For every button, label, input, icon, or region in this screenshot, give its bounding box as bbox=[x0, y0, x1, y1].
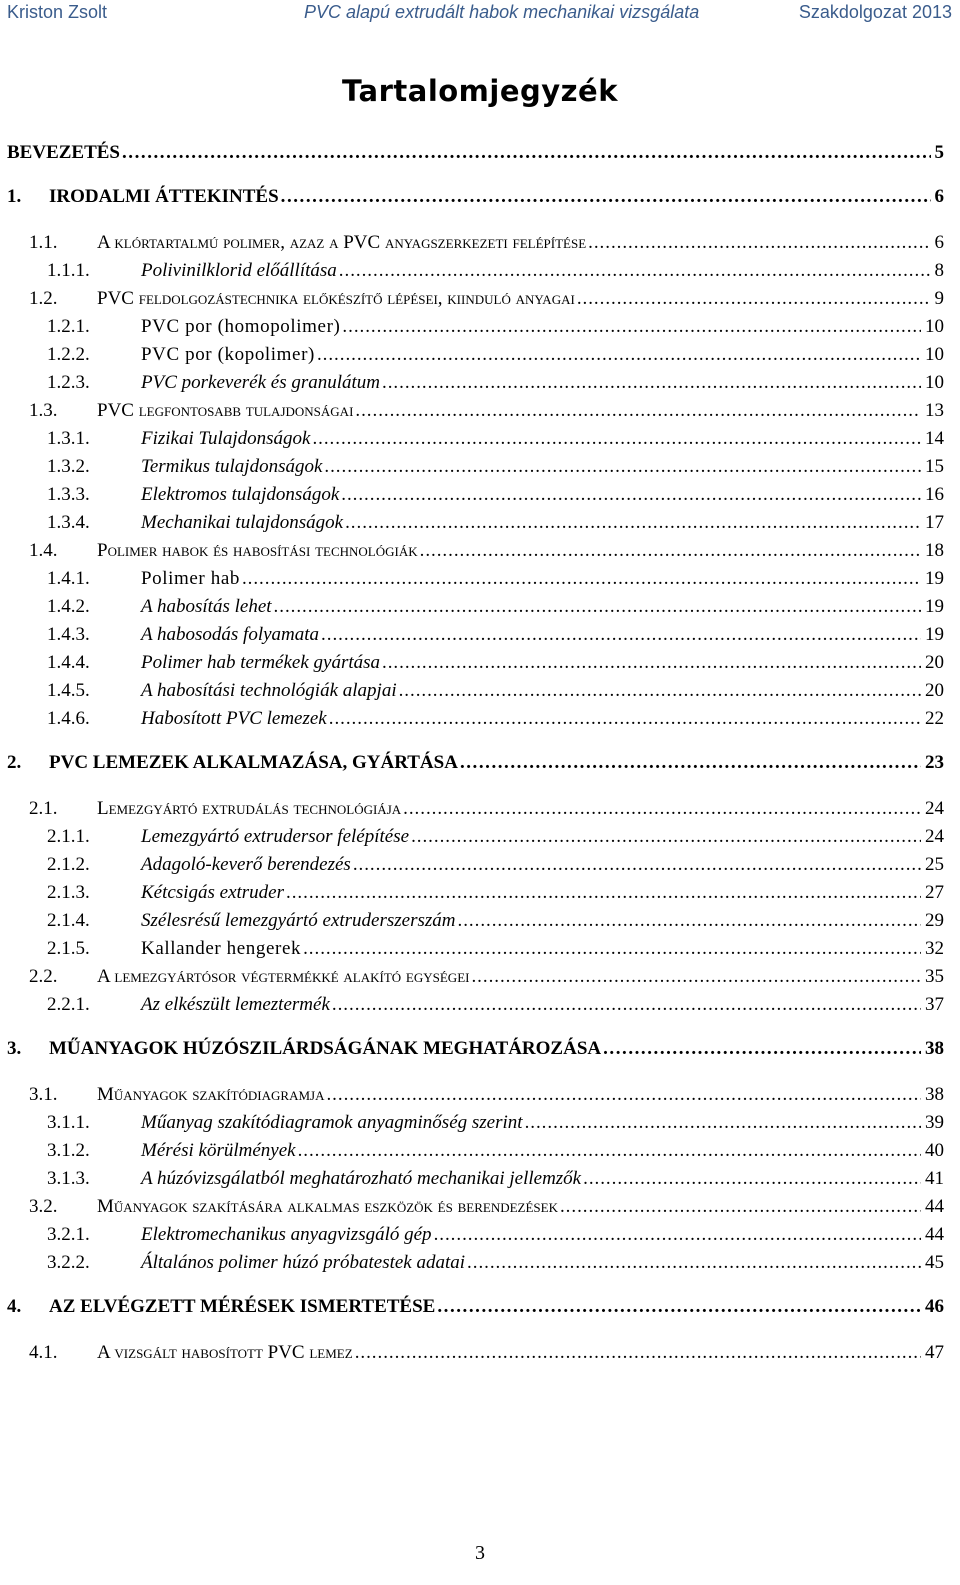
toc-entry-title: A húzóvizsgálatból meghatározható mechanikai jellemzők bbox=[141, 1168, 582, 1189]
toc-entry-title: Polimer hab bbox=[141, 568, 240, 589]
toc-entry-page: 47 bbox=[925, 1342, 944, 1363]
toc-entry[interactable] bbox=[47, 426, 944, 452]
toc-dot-leader bbox=[315, 342, 921, 368]
toc-dot-leader bbox=[120, 140, 931, 166]
toc-entry-number: 1.4.5. bbox=[47, 680, 90, 701]
toc-entry-number: 2.1.2. bbox=[47, 854, 90, 875]
toc-entry-page: 46 bbox=[925, 1296, 944, 1317]
toc-dot-leader bbox=[581, 1166, 921, 1192]
toc-entry-title: Polimer habok és habosítási technológiák bbox=[97, 540, 418, 561]
toc-entry[interactable] bbox=[29, 1082, 944, 1108]
toc-entry-title: Elektromos tulajdonságok bbox=[141, 484, 340, 505]
toc-entry-number: 2.1.5. bbox=[47, 938, 90, 959]
toc-entry-page: 6 bbox=[934, 232, 944, 253]
toc-entry-title: PVC LEMEZEK ALKALMAZÁSA, GYÁRTÁSA bbox=[49, 752, 458, 773]
toc-entry-number: 3.1.2. bbox=[47, 1140, 90, 1161]
header-thesis-title: PVC alapú extrudált habok mechanikai vizsgálata bbox=[304, 2, 700, 22]
toc-entry-title: Adagoló-keverő berendezés bbox=[141, 854, 351, 875]
toc-entry-page: 38 bbox=[925, 1038, 944, 1059]
toc-entry-number: 2.2. bbox=[29, 966, 58, 987]
header-doc-type: Szakdolgozat 2013 bbox=[798, 2, 952, 22]
toc-entry-title: PVC feldolgozástechnika előkészítő lépései, kiinduló anyagai bbox=[97, 288, 575, 309]
toc-entry[interactable] bbox=[47, 908, 944, 934]
toc-entry-number: 2.2.1. bbox=[47, 994, 90, 1015]
toc-entry-title: Mérési körülmények bbox=[141, 1140, 296, 1161]
toc-entry[interactable] bbox=[47, 706, 944, 732]
toc-entry[interactable] bbox=[47, 482, 944, 508]
toc-dot-leader bbox=[340, 314, 921, 340]
toc-dot-leader bbox=[380, 370, 921, 396]
toc-entry-page: 38 bbox=[925, 1084, 944, 1105]
toc-entry-number: 1.3.4. bbox=[47, 512, 90, 533]
toc-entry-page: 8 bbox=[934, 260, 944, 281]
toc-entry-title: BEVEZETÉS bbox=[7, 142, 120, 163]
toc-entry-title: A vizsgált habosított PVC lemez bbox=[97, 1342, 353, 1363]
toc-entry-number: 1.3.1. bbox=[47, 428, 90, 449]
toc-entry-title: Termikus tulajdonságok bbox=[141, 456, 323, 477]
toc-entry[interactable] bbox=[47, 678, 944, 704]
toc-entry-number: 1.2. bbox=[29, 288, 58, 309]
toc-entry-number: 1.4. bbox=[29, 540, 58, 561]
page-number: 3 bbox=[475, 1542, 485, 1564]
toc-entry-number: 1.2.3. bbox=[47, 372, 90, 393]
toc-entry-number: 2.1.3. bbox=[47, 882, 90, 903]
toc-entry[interactable] bbox=[47, 1166, 944, 1192]
toc-dot-leader bbox=[432, 1222, 921, 1248]
toc-dot-leader bbox=[310, 426, 921, 452]
toc-entry-title: Fizikai Tulajdonságok bbox=[141, 428, 311, 449]
toc-entry-page: 44 bbox=[925, 1224, 944, 1245]
toc-entry-title: AZ ELVÉGZETT MÉRÉSEK ISMERTETÉSE bbox=[49, 1296, 436, 1317]
toc-entry-page: 39 bbox=[925, 1112, 944, 1133]
toc-dot-leader bbox=[575, 286, 931, 312]
toc-dot-leader bbox=[601, 1036, 921, 1062]
toc-dot-leader bbox=[469, 964, 921, 990]
toc-entry-title: Mechanikai tulajdonságok bbox=[141, 512, 344, 533]
toc-entry-title: PVC legfontosabb tulajdonságai bbox=[97, 400, 354, 421]
toc-entry-page: 13 bbox=[925, 400, 944, 421]
toc-entry[interactable] bbox=[29, 1194, 944, 1220]
toc-dot-leader bbox=[586, 230, 930, 256]
toc-entry-page: 17 bbox=[925, 512, 944, 533]
toc-dot-leader bbox=[327, 706, 921, 732]
toc-entry-title: Elektromechanikus anyagvizsgáló gép bbox=[141, 1224, 432, 1245]
toc-entry-number: 3.1.3. bbox=[47, 1168, 90, 1189]
toc-entry[interactable] bbox=[47, 342, 944, 368]
toc-entry-page: 20 bbox=[925, 680, 944, 701]
toc-dot-leader bbox=[401, 796, 921, 822]
toc-entry-page: 5 bbox=[934, 142, 944, 163]
toc-entry[interactable] bbox=[47, 566, 944, 592]
toc-entry-page: 29 bbox=[925, 910, 944, 931]
toc-entry-page: 20 bbox=[925, 652, 944, 673]
toc-dot-leader bbox=[330, 992, 921, 1018]
toc-entry-title: Habosított PVC lemezek bbox=[141, 708, 327, 729]
toc-entry-title: PVC por (kopolimer) bbox=[141, 344, 315, 365]
toc-entry-number: 1.2.2. bbox=[47, 344, 90, 365]
toc-dot-leader bbox=[284, 880, 921, 906]
toc-entry[interactable] bbox=[29, 538, 944, 564]
toc-dot-leader bbox=[339, 482, 921, 508]
toc-dot-leader bbox=[458, 750, 921, 776]
toc-entry-number: 1.3.2. bbox=[47, 456, 90, 477]
toc-entry-title: A habosítás lehet bbox=[141, 596, 272, 617]
toc-entry-page: 10 bbox=[925, 372, 944, 393]
toc-entry[interactable] bbox=[47, 510, 944, 536]
toc-entry-title: Polimer hab termékek gyártása bbox=[141, 652, 381, 673]
toc-entry-number: 1.4.2. bbox=[47, 596, 90, 617]
toc-entry[interactable] bbox=[47, 314, 944, 340]
toc-entry-number: 2.1.1. bbox=[47, 826, 90, 847]
toc-entry-title: Az elkészült lemeztermék bbox=[141, 994, 330, 1015]
toc-entry[interactable] bbox=[29, 286, 944, 312]
toc-dot-leader bbox=[397, 678, 921, 704]
toc-dot-leader bbox=[353, 1340, 921, 1366]
toc-dot-leader bbox=[301, 936, 921, 962]
toc-dot-leader bbox=[380, 650, 921, 676]
toc-entry[interactable] bbox=[47, 1138, 944, 1164]
toc-entry[interactable] bbox=[7, 1294, 944, 1320]
toc-entry-title: Szélesrésű lemezgyártó extruderszerszám bbox=[141, 910, 456, 931]
toc-entry[interactable] bbox=[47, 1110, 944, 1136]
toc-entry[interactable] bbox=[47, 992, 944, 1018]
toc-entry[interactable] bbox=[47, 594, 944, 620]
toc-entry[interactable] bbox=[47, 622, 944, 648]
toc-entry-page: 10 bbox=[925, 344, 944, 365]
toc-entry-title: Műanyagok szakítására alkalmas eszközök és berendezések bbox=[97, 1196, 558, 1217]
toc-entry-title: A lemezgyártósor végtermékké alakító egységei bbox=[97, 966, 470, 987]
toc-dot-leader bbox=[272, 594, 921, 620]
toc-entry-page: 10 bbox=[925, 316, 944, 337]
toc-entry-page: 18 bbox=[925, 540, 944, 561]
toc-entry-number: 1.3. bbox=[29, 400, 58, 421]
toc-entry-number: 4. bbox=[7, 1296, 22, 1317]
toc-entry-title: Lemezgyártó extrudersor felépítése bbox=[141, 826, 410, 847]
toc-entry[interactable] bbox=[29, 964, 944, 990]
toc-entry-number: 3.2. bbox=[29, 1196, 58, 1217]
toc-entry-number: 3.1.1. bbox=[47, 1112, 90, 1133]
toc-entry-number: 1.4.1. bbox=[47, 568, 90, 589]
toc-entry-page: 44 bbox=[925, 1196, 944, 1217]
toc-entry-number: 3.2.2. bbox=[47, 1252, 90, 1273]
toc-entry-page: 19 bbox=[925, 596, 944, 617]
toc-entry-number: 1.3.3. bbox=[47, 484, 90, 505]
toc-entry-number: 1.4.3. bbox=[47, 624, 90, 645]
toc-entry-number: 1.4.6. bbox=[47, 708, 90, 729]
toc-entry-page: 32 bbox=[925, 938, 944, 959]
toc-entry[interactable] bbox=[29, 398, 944, 424]
toc-entry[interactable] bbox=[47, 650, 944, 676]
toc-dot-leader bbox=[240, 566, 921, 592]
toc-entry-number: 1. bbox=[7, 186, 22, 207]
toc-entry[interactable] bbox=[7, 184, 944, 210]
page-title: Tartalomjegyzék bbox=[341, 74, 619, 108]
toc-dot-leader bbox=[409, 824, 921, 850]
toc-entry[interactable] bbox=[47, 824, 944, 850]
toc-entry-page: 27 bbox=[925, 882, 944, 903]
toc-entry-title: Polivinilklorid előállítása bbox=[141, 260, 337, 281]
toc-dot-leader bbox=[322, 454, 921, 480]
toc-entry-page: 23 bbox=[925, 752, 944, 773]
toc-entry-title: PVC por (homopolimer) bbox=[141, 316, 341, 337]
toc-entry-title: Kallander hengerek bbox=[141, 938, 302, 959]
toc-entry-page: 15 bbox=[925, 456, 944, 477]
toc-entry-number: 3.2.1. bbox=[47, 1224, 90, 1245]
toc-entry-title: Műanyag szakítódiagramok anyagminőség szerint bbox=[141, 1112, 523, 1133]
toc-entry-page: 24 bbox=[925, 826, 944, 847]
toc-entry-number: 1.2.1. bbox=[47, 316, 90, 337]
toc-entry-page: 24 bbox=[925, 798, 944, 819]
toc-entry-title: Kétcsigás extruder bbox=[141, 882, 285, 903]
toc-entry-number: 2.1. bbox=[29, 798, 58, 819]
toc-entry-page: 16 bbox=[925, 484, 944, 505]
toc-entry-number: 1.1.1. bbox=[47, 260, 90, 281]
toc-entry-number: 1.1. bbox=[29, 232, 58, 253]
toc-entry-number: 2.1.4. bbox=[47, 910, 90, 931]
toc-dot-leader bbox=[456, 908, 921, 934]
toc-dot-leader bbox=[435, 1294, 921, 1320]
toc-entry[interactable] bbox=[7, 750, 944, 776]
toc-dot-leader bbox=[319, 622, 921, 648]
toc-entry-title: A habosodás folyamata bbox=[141, 624, 320, 645]
toc-entry-title: IRODALMI ÁTTEKINTÉS bbox=[49, 186, 279, 207]
toc-entry[interactable] bbox=[47, 258, 944, 284]
toc-entry-number: 3. bbox=[7, 1038, 22, 1059]
toc-dot-leader bbox=[343, 510, 921, 536]
toc-entry-page: 19 bbox=[925, 624, 944, 645]
toc-entry-page: 37 bbox=[925, 994, 944, 1015]
toc-entry-title: MŰANYAGOK HÚZÓSZILÁRDSÁGÁNAK MEGHATÁROZÁSA bbox=[49, 1038, 602, 1059]
toc-entry[interactable] bbox=[47, 880, 944, 906]
toc-dot-leader bbox=[418, 538, 921, 564]
toc-entry[interactable] bbox=[29, 796, 944, 822]
toc-entry[interactable] bbox=[7, 140, 944, 166]
toc-entry[interactable] bbox=[47, 852, 944, 878]
toc-dot-leader bbox=[279, 184, 931, 210]
toc-entry-page: 35 bbox=[925, 966, 944, 987]
toc-entry-number: 1.4.4. bbox=[47, 652, 90, 673]
toc-dot-leader bbox=[296, 1138, 921, 1164]
toc-entry-title: Műanyagok szakítódiagramja bbox=[97, 1084, 325, 1105]
toc-entry-page: 22 bbox=[925, 708, 944, 729]
toc-dot-leader bbox=[324, 1082, 921, 1108]
toc-entry[interactable] bbox=[47, 1250, 944, 1276]
toc-entry[interactable] bbox=[47, 1222, 944, 1248]
toc-entry-page: 14 bbox=[925, 428, 944, 449]
toc-entry-title: Lemezgyártó extrudálás technológiája bbox=[97, 798, 402, 819]
toc-entry-page: 41 bbox=[925, 1168, 944, 1189]
toc-dot-leader bbox=[523, 1110, 921, 1136]
toc-entry-number: 2. bbox=[7, 752, 22, 773]
toc-entry[interactable] bbox=[29, 1340, 944, 1366]
toc-entry[interactable] bbox=[7, 1036, 944, 1062]
toc-entry-page: 40 bbox=[925, 1140, 944, 1161]
toc-entry-title: A habosítási technológiák alapjai bbox=[141, 680, 397, 701]
toc-dot-leader bbox=[558, 1194, 921, 1220]
toc-entry-title: PVC porkeverék és granulátum bbox=[141, 372, 381, 393]
toc-entry[interactable] bbox=[29, 230, 944, 256]
toc-entry-number: 3.1. bbox=[29, 1084, 58, 1105]
toc-dot-leader bbox=[353, 398, 921, 424]
toc-entry-page: 19 bbox=[925, 568, 944, 589]
toc-entry-page: 45 bbox=[925, 1252, 944, 1273]
toc-entry[interactable] bbox=[47, 370, 944, 396]
toc-entry[interactable] bbox=[47, 454, 944, 480]
toc-entry[interactable] bbox=[47, 936, 944, 962]
toc-entry-page: 9 bbox=[934, 288, 944, 309]
header-author: Kriston Zsolt bbox=[7, 2, 108, 22]
toc-entry-page: 25 bbox=[925, 854, 944, 875]
toc-entry-number: 4.1. bbox=[29, 1342, 58, 1363]
toc-dot-leader bbox=[465, 1250, 921, 1276]
toc-entry-title: Általános polimer húzó próbatestek adatai bbox=[141, 1252, 466, 1273]
toc-entry-title: A klórtartalmú polimer, azaz a PVC anyagszerkezeti felépítése bbox=[97, 232, 587, 253]
toc-entry-page: 6 bbox=[934, 186, 944, 207]
toc-dot-leader bbox=[337, 258, 931, 284]
toc-dot-leader bbox=[351, 852, 921, 878]
